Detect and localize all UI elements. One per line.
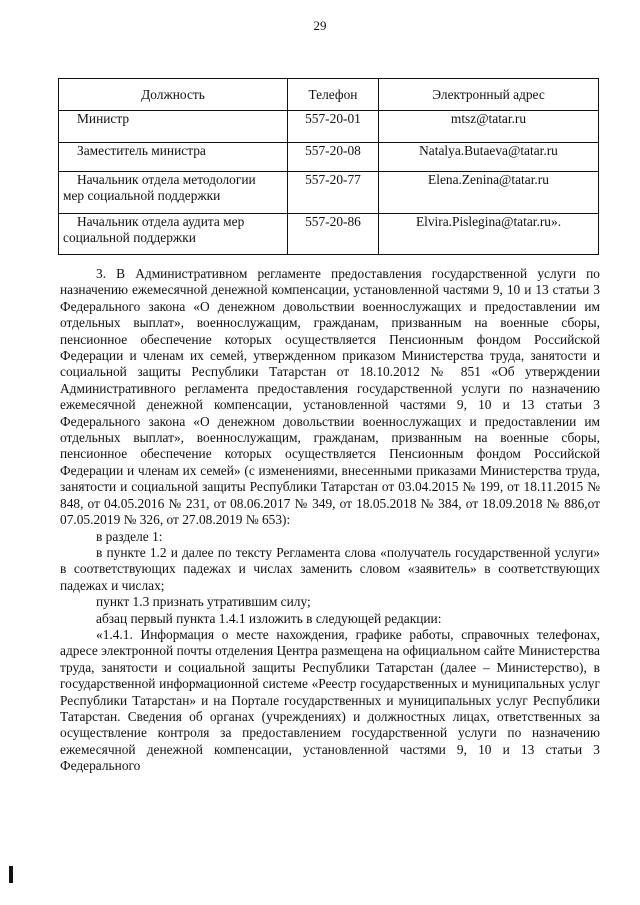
table-row	[59, 214, 599, 255]
paragraph-clause-1-3: пункт 1.3 признать утратившим силу;	[96, 594, 311, 610]
paragraph-section-3: 3. В Административном регламенте предоставления государственной услуги по назначению ежемесячной денежной компенсации, установленной частями 9, 10 и 13 статьи 3 Федерального закона «О денежном довольствии военнослужащих и предоставлении им отдельных выплат», военнослужащим, гражданам, призванным на военные сборы, пенсионное обеспечение которых осуществляется Пенсионным фондом Российской Федерации и членам их семей, утвержденном приказом Министерства труда, занятости и социальной защиты Республики Татарстан от 18.10.2012 № 851 «Об утверждении Административного регламента предоставления государственной услуги по назначению ежемесячной денежной компенсации, установленной частями 9, 10 и 13 статьи 3 Федерального закона «О денежном довольствии военнослужащих и предоставлении им отдельных выплат», военнослужащим, гражданам, призванным на военные сборы, пенсионное обеспечение которых осуществляется Пенсионным фондом Российской Федерации и членам их семей» (с изменениями, внесенными приказами Министерства труда, занятости и социальной защиты Республики Татарстан от 03.04.2015 № 199, от 18.11.2015 № 848, от 04.05.2016 № 231, от 08.06.2017 № 349, от 18.05.2018 № 384, от 18.09.2018 № 886,от 07.05.2019 № 326, от 27.08.2019 № 653):	[60, 266, 600, 528]
page-number: 29	[313, 18, 327, 33]
document-body	[60, 266, 600, 775]
table-row	[59, 143, 599, 172]
paragraph-section-1-heading: в разделе 1:	[96, 528, 163, 544]
position-text: Заместитель министра	[77, 143, 206, 158]
cell-position	[59, 172, 288, 214]
table-row	[59, 111, 599, 143]
cell-email: Elvira.Pislegina@tatar.ru».	[379, 214, 599, 255]
header-position: Должность	[59, 79, 288, 111]
paragraph-clause-1-4-1-intro: абзац первый пункта 1.4.1 изложить в следующей редакции:	[96, 610, 442, 626]
cell-position	[59, 143, 288, 172]
cell-email: mtsz@tatar.ru	[379, 111, 599, 143]
header-phone: Телефон	[288, 79, 379, 111]
position-text: Министр	[77, 111, 130, 126]
contacts-table	[58, 78, 599, 255]
position-text-line2: социальной поддержки	[63, 230, 196, 245]
cell-position	[59, 111, 288, 143]
position-text-line1: Начальник отдела методологии	[77, 172, 256, 187]
cell-email: Elena.Zenina@tatar.ru	[379, 172, 599, 214]
paragraph-clause-1-4-1-text: «1.4.1. Информация о месте нахождения, графике работы, справочных телефонах, адресе электронной почты отделения Центра размещена на официальном сайте Министерства труда, занятости и социальной защиты Республики Татарстан (далее – Министерство), в государственной информационной системе «Реестр государственных и муниципальных услуг Республики Татарстан» и на Портале государственных и муниципальных услуг Республики Татарстан. Сведения об органах (учреждениях) и должностных лицах, ответственных за осуществление контроля за предоставлением государственной услуги по назначению ежемесячной денежной компенсации, установленной частями 9, 10 и 13 статьи 3 Федерального	[60, 626, 600, 774]
cell-phone: 557-20-86	[288, 214, 379, 255]
paragraph-clause-1-2: в пункте 1.2 и далее по тексту Регламента слова «получатель государственной услуги» в соответствующих падежах и числах заменить словом «заявитель» в соответствующих падежах и числах;	[60, 544, 600, 593]
header-email: Электронный адрес	[379, 79, 599, 111]
cell-phone: 557-20-77	[288, 172, 379, 214]
cell-phone: 557-20-08	[288, 143, 379, 172]
position-text-line2: мер социальной поддержки	[63, 188, 221, 203]
table-row	[59, 172, 599, 214]
cell-phone: 557-20-01	[288, 111, 379, 143]
position-text-line1: Начальник отдела аудита мер	[77, 214, 245, 229]
cell-email: Natalya.Butaeva@tatar.ru	[379, 143, 599, 172]
cell-position	[59, 214, 288, 255]
table-header-row	[59, 79, 599, 111]
scan-margin-mark	[9, 866, 13, 883]
